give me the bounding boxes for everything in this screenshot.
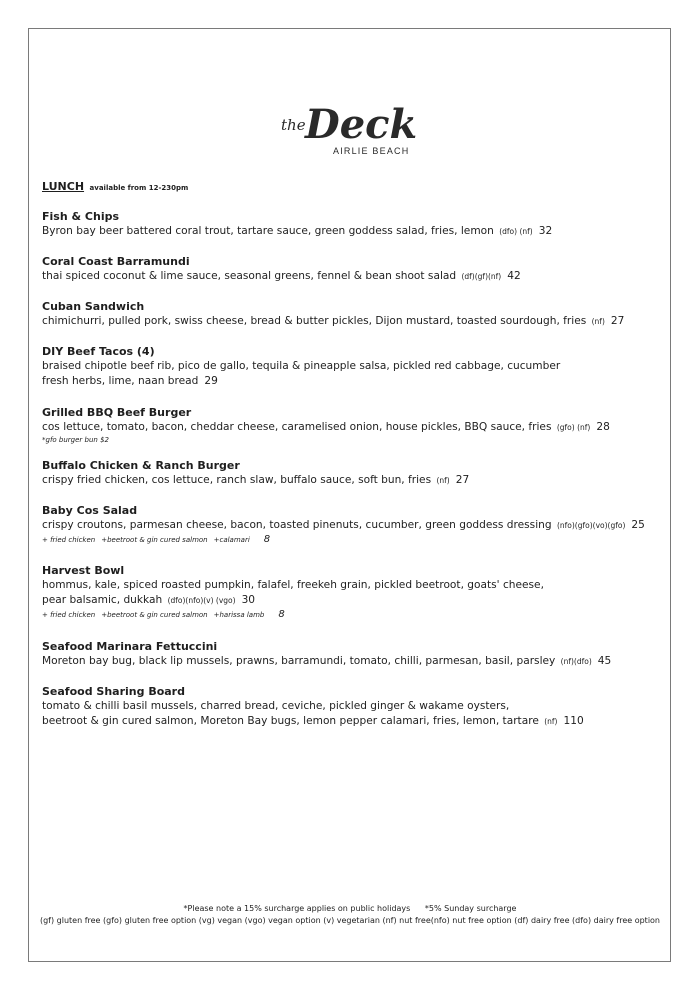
menu-item bbox=[42, 299, 652, 329]
menu-item-description bbox=[42, 473, 652, 488]
menu-item-price: 28 bbox=[596, 421, 610, 433]
menu-item bbox=[42, 684, 652, 729]
addon-option: +calamari bbox=[213, 536, 250, 544]
addon-option: +beetroot & gin cured salmon bbox=[101, 611, 208, 619]
menu-item-price: 27 bbox=[455, 474, 470, 486]
menu-item-name: Harvest Bowl bbox=[42, 564, 125, 577]
description-text: crispy fried chicken, cos lettuce, ranch slaw, buffalo sauce, soft bun, fries bbox=[42, 474, 432, 486]
description-text: braised chipotle beef rib, pico de gallo, tequila & pineapple salsa, pickled red cabbage, cucumber bbox=[42, 360, 561, 372]
menu-item bbox=[42, 344, 652, 389]
dietary-tags: (nfo)(gfo)(vo)(gfo) bbox=[556, 521, 626, 530]
description-text: crispy croutons, parmesan cheese, bacon, toasted pinenuts, cucumber, green goddess dressing bbox=[42, 519, 552, 531]
menu-item bbox=[42, 254, 652, 284]
menu-item-price: 25 bbox=[631, 519, 645, 531]
menu-item-description bbox=[42, 269, 652, 284]
section-availability: available from 12-230pm bbox=[89, 184, 189, 192]
menu-item-name: Cuban Sandwich bbox=[42, 300, 145, 313]
menu-item-description bbox=[42, 518, 652, 533]
dietary-tags: (dfo)(nfo)(v) (vgo) bbox=[167, 596, 236, 605]
menu-item-description bbox=[42, 699, 652, 714]
dietary-tags: (nf) bbox=[436, 476, 450, 485]
dietary-tags: (gfo) (nf) bbox=[556, 423, 591, 432]
footer-sunday-note: *5% Sunday surcharge bbox=[424, 904, 517, 913]
description-text: fresh herbs, lime, naan bread bbox=[42, 375, 199, 387]
menu-item-description bbox=[42, 654, 652, 669]
menu-item-addons bbox=[42, 608, 652, 622]
description-text: beetroot & gin cured salmon, Moreton Bay bugs, lemon pepper calamari, fries, lemon, tartare bbox=[42, 715, 539, 727]
dietary-tags: (df)(gf)(nf) bbox=[461, 272, 502, 281]
logo-mark bbox=[275, 88, 425, 160]
lunch-heading bbox=[42, 180, 188, 193]
menu-item-price: 30 bbox=[241, 594, 256, 606]
dietary-tags: (nf) bbox=[591, 317, 605, 326]
description-text: hommus, kale, spiced roasted pumpkin, falafel, freekeh grain, pickled beetroot, goats' cheese, bbox=[42, 579, 544, 591]
logo-deck: Deck bbox=[305, 101, 418, 148]
menu-item-name: Seafood Sharing Board bbox=[42, 685, 185, 698]
menu-item-addons bbox=[42, 533, 652, 547]
addon-option: +harissa lamb bbox=[213, 611, 265, 619]
menu-item-name: DIY Beef Tacos (4) bbox=[42, 345, 155, 358]
description-text: thai spiced coconut & lime sauce, seasonal greens, fennel & bean shoot salad bbox=[42, 270, 457, 282]
addon-option: + fried chicken bbox=[42, 536, 96, 544]
footer-public-holiday-note: *Please note a 15% surcharge applies on public holidays bbox=[183, 904, 411, 913]
menu-item-description bbox=[42, 359, 652, 374]
menu-item-price: 29 bbox=[204, 375, 218, 387]
addon-option: +beetroot & gin cured salmon bbox=[101, 536, 208, 544]
menu-item bbox=[42, 563, 652, 622]
menu-item bbox=[42, 639, 652, 669]
menu-item-name: Grilled BBQ Beef Burger bbox=[42, 406, 192, 419]
description-text: Moreton bay bug, black lip mussels, prawns, barramundi, tomato, chilli, parmesan, basil, parsley bbox=[42, 655, 556, 667]
menu-item-description bbox=[42, 578, 652, 593]
dietary-tags: (nf)(dfo) bbox=[560, 657, 592, 666]
menu-item bbox=[42, 209, 652, 239]
menu-footer bbox=[0, 903, 700, 927]
menu-item-description bbox=[42, 593, 652, 608]
description-text: Byron bay beer battered coral trout, tartare sauce, green goddess salad, fries, lemon bbox=[42, 225, 494, 237]
logo-subtitle: AIRLIE BEACH bbox=[333, 146, 410, 156]
menu-item-name: Seafood Marinara Fettuccini bbox=[42, 640, 218, 653]
menu-item-price: 32 bbox=[538, 225, 553, 237]
menu-item-description bbox=[42, 714, 652, 729]
menu-item-description bbox=[42, 374, 652, 389]
menu-item-name: Baby Cos Salad bbox=[42, 504, 138, 517]
addon-option: + fried chicken bbox=[42, 611, 96, 619]
menu-item-description bbox=[42, 224, 652, 239]
the-deck-logo bbox=[0, 88, 700, 160]
dietary-tags: (dfo) (nf) bbox=[499, 227, 533, 236]
menu-item-note: *gfo burger bun $2 bbox=[42, 436, 109, 444]
menu-item-price: 42 bbox=[507, 270, 521, 282]
menu-item bbox=[42, 405, 652, 446]
description-text: cos lettuce, tomato, bacon, cheddar cheese, caramelised onion, house pickles, BBQ sauce, fries bbox=[42, 421, 552, 433]
description-text: tomato & chilli basil mussels, charred bread, ceviche, pickled ginger & wakame oysters, bbox=[42, 700, 510, 712]
menu-item-price: 27 bbox=[610, 315, 625, 327]
menu-item-name: Buffalo Chicken & Ranch Burger bbox=[42, 459, 240, 472]
menu-item-price: 110 bbox=[563, 715, 584, 727]
menu-item-description bbox=[42, 314, 652, 329]
menu-item-name: Fish & Chips bbox=[42, 210, 120, 223]
menu-item bbox=[42, 503, 652, 547]
menu-border bbox=[28, 28, 671, 962]
description-text: pear balsamic, dukkah bbox=[42, 594, 163, 606]
menu-item-price: 45 bbox=[597, 655, 612, 667]
menu-item-name: Coral Coast Barramundi bbox=[42, 255, 190, 268]
menu-item bbox=[42, 458, 652, 488]
section-title: LUNCH bbox=[42, 180, 85, 193]
menu-item-description bbox=[42, 420, 652, 435]
addon-price: 8 bbox=[263, 534, 271, 545]
footer-dietary-legend: (gf) gluten free (gfo) gluten free option (vg) vegan (vgo) vegan option (v) vegetarian (nf) nut free(nfo) nut free option (df) dairy free (dfo) dairy free option bbox=[39, 916, 660, 925]
logo-the: the bbox=[281, 116, 306, 134]
dietary-tags: (nf) bbox=[544, 717, 558, 726]
addon-price: 8 bbox=[278, 609, 285, 620]
description-text: chimichurri, pulled pork, swiss cheese, bread & butter pickles, Dijon mustard, toasted sourdough, fries bbox=[42, 315, 587, 327]
